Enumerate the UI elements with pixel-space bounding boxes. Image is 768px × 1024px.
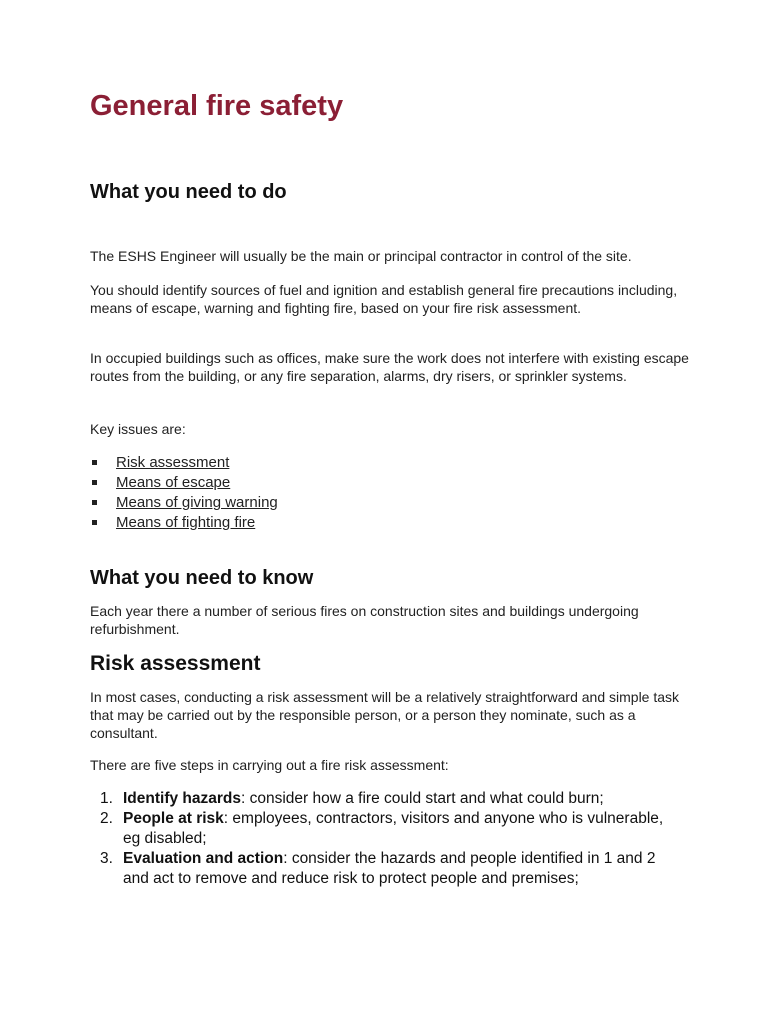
paragraph-key-issues-intro: Key issues are: — [90, 421, 186, 437]
heading-risk-assessment: Risk assessment — [90, 652, 261, 675]
list-item — [90, 789, 680, 809]
paragraph-occupied-buildings: In occupied buildings such as offices, make sure the work does not interfere with existing escape routes from the building, or any fire separation, alarms, dry risers, or sprinkler systems. — [90, 350, 689, 384]
step-number: 3. — [100, 850, 113, 867]
link-risk-assessment[interactable]: Risk assessment — [116, 454, 230, 471]
step-term: Identify hazards — [123, 790, 241, 807]
step-term: People at risk — [123, 810, 224, 827]
step-description: : employees, contractors, visitors and anyone who is vulnerable, eg disabled; — [123, 810, 664, 847]
key-issues-list — [90, 453, 278, 533]
paragraph-serious-fires: Each year there a number of serious fires on construction sites and buildings undergoing refurbishment. — [90, 603, 639, 637]
link-means-of-fighting-fire[interactable]: Means of fighting fire — [116, 514, 256, 531]
list-item — [90, 473, 278, 493]
heading-what-you-need-to-do: What you need to do — [90, 181, 287, 203]
risk-assessment-steps-list — [90, 789, 680, 889]
step-description: : consider the hazards and people identified in 1 and 2 and act to remove and reduce risk to protect people and premises; — [123, 850, 656, 887]
paragraph-risk-assessment-intro: In most cases, conducting a risk assessment will be a relatively straightforward and simple task that may be carried out by the responsible person, or a person they nominate, such as a consultant. — [90, 689, 680, 741]
step-description: : consider how a fire could start and what could burn; — [241, 790, 604, 807]
bullet-icon — [92, 520, 97, 525]
page-title: General fire safety — [90, 90, 344, 122]
step-number: 1. — [100, 790, 113, 807]
paragraph-five-steps: There are five steps in carrying out a fire risk assessment: — [90, 757, 449, 773]
link-means-of-giving-warning[interactable]: Means of giving warning — [116, 494, 278, 511]
list-item — [90, 453, 278, 473]
list-item — [90, 493, 278, 513]
list-item — [90, 849, 680, 889]
step-number: 2. — [100, 810, 113, 827]
paragraph-identify-sources: You should identify sources of fuel and ignition and establish general fire precautions including, means of escape, warning and fighting fire, based on your fire risk assessment. — [90, 282, 678, 316]
list-item — [90, 513, 278, 533]
bullet-icon — [92, 480, 97, 485]
heading-what-you-need-to-know: What you need to know — [90, 567, 314, 589]
paragraph-eshs-engineer: The ESHS Engineer will usually be the main or principal contractor in control of the site. — [90, 248, 632, 264]
link-means-of-escape[interactable]: Means of escape — [116, 474, 231, 491]
bullet-icon — [92, 500, 97, 505]
bullet-icon — [92, 460, 97, 465]
step-term: Evaluation and action — [123, 850, 284, 867]
list-item — [90, 809, 680, 849]
